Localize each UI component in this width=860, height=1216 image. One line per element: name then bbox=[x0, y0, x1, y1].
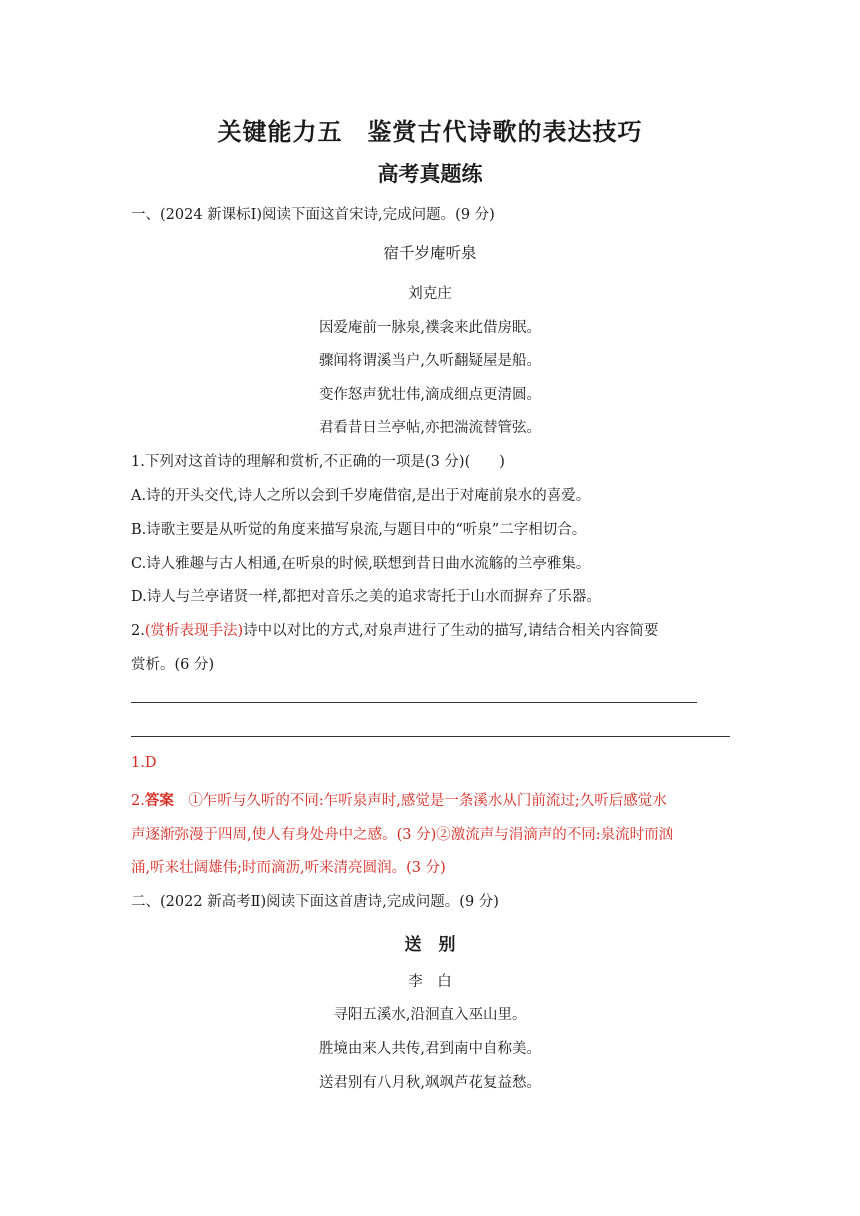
poem-2-author: 李 白 bbox=[408, 974, 452, 990]
answer-2-text-1: ①乍听与久听的不同:乍听泉声时,感觉是一条溪水从门前流过;久听后感觉水 bbox=[188, 793, 667, 809]
page-title: 关键能力五 鉴赏古代诗歌的表达技巧 bbox=[217, 118, 643, 146]
section-1-intro: 一、(2024 新课标Ⅰ)阅读下面这首宋诗,完成问题。(9 分) bbox=[131, 207, 495, 223]
poem-1-author: 刘克庄 bbox=[408, 286, 452, 302]
question-1: 1.下列对这首诗的理解和赏析,不正确的一项是(3 分)( ) bbox=[131, 454, 505, 470]
question-2-tag: (赏析表现手法) bbox=[144, 623, 244, 639]
page-subtitle: 高考真题练 bbox=[377, 162, 483, 186]
answer-2-label: 答案 bbox=[144, 792, 174, 809]
poem-1-line-1: 因爱庵前一脉泉,襆衾来此借房眠。 bbox=[318, 320, 542, 336]
answer-line-2 bbox=[131, 736, 730, 737]
answer-2-prefix: 2. bbox=[131, 793, 145, 809]
option-a: A.诗的开头交代,诗人之所以会到千岁庵借宿,是出于对庵前泉水的喜爱。 bbox=[131, 488, 591, 504]
poem-1-title: 宿千岁庵听泉 bbox=[383, 244, 477, 262]
answer-1: 1.D bbox=[131, 755, 157, 771]
question-2: 2.(赏析表现手法)诗中以对比的方式,对泉声进行了生动的描写,请结合相关内容简要 bbox=[131, 623, 659, 639]
poem-2-line-3: 送君别有八月秋,飒飒芦花复益愁。 bbox=[318, 1075, 542, 1091]
poem-1-line-3: 变作怒声犹壮伟,滴成细点更清圆。 bbox=[318, 387, 542, 403]
section-2-intro: 二、(2022 新高考Ⅱ)阅读下面这首唐诗,完成问题。(9 分) bbox=[131, 894, 499, 910]
answer-2-line-1 bbox=[131, 789, 667, 810]
option-d: D.诗人与兰亭诸贤一样,都把对音乐之美的追求寄托于山水而摒弃了乐器。 bbox=[131, 589, 601, 605]
question-2-text: 诗中以对比的方式,对泉声进行了生动的描写,请结合相关内容简要 bbox=[243, 623, 659, 639]
option-b: B.诗歌主要是从听觉的角度来描写泉流,与题目中的“听泉”二字相切合。 bbox=[131, 522, 587, 538]
poem-1-line-2: 骤闻将谓溪当户,久听翻疑屋是船。 bbox=[318, 353, 542, 369]
poem-1-line-4: 君看昔日兰亭帖,亦把湍流替管弦。 bbox=[318, 420, 542, 436]
answer-line-1 bbox=[131, 702, 697, 703]
poem-2-title: 送 别 bbox=[404, 935, 456, 955]
poem-2-line-1: 寻阳五溪水,沿洄直入巫山里。 bbox=[333, 1007, 527, 1023]
poem-2-line-2: 胜境由来人共传,君到南中自称美。 bbox=[318, 1041, 542, 1057]
question-2-cont: 赏析。(6 分) bbox=[131, 657, 215, 673]
answer-2-line-3: 涌,听来壮阔雄伟;时而滴沥,听来清亮圆润。(3 分) bbox=[131, 860, 446, 876]
answer-2-line-2: 声逐渐弥漫于四周,使人有身处舟中之感。(3 分)②激流声与涓滴声的不同:泉流时而汹 bbox=[131, 827, 674, 843]
option-c: C.诗人雅趣与古人相通,在听泉的时候,联想到昔日曲水流觞的兰亭雅集。 bbox=[131, 556, 591, 572]
